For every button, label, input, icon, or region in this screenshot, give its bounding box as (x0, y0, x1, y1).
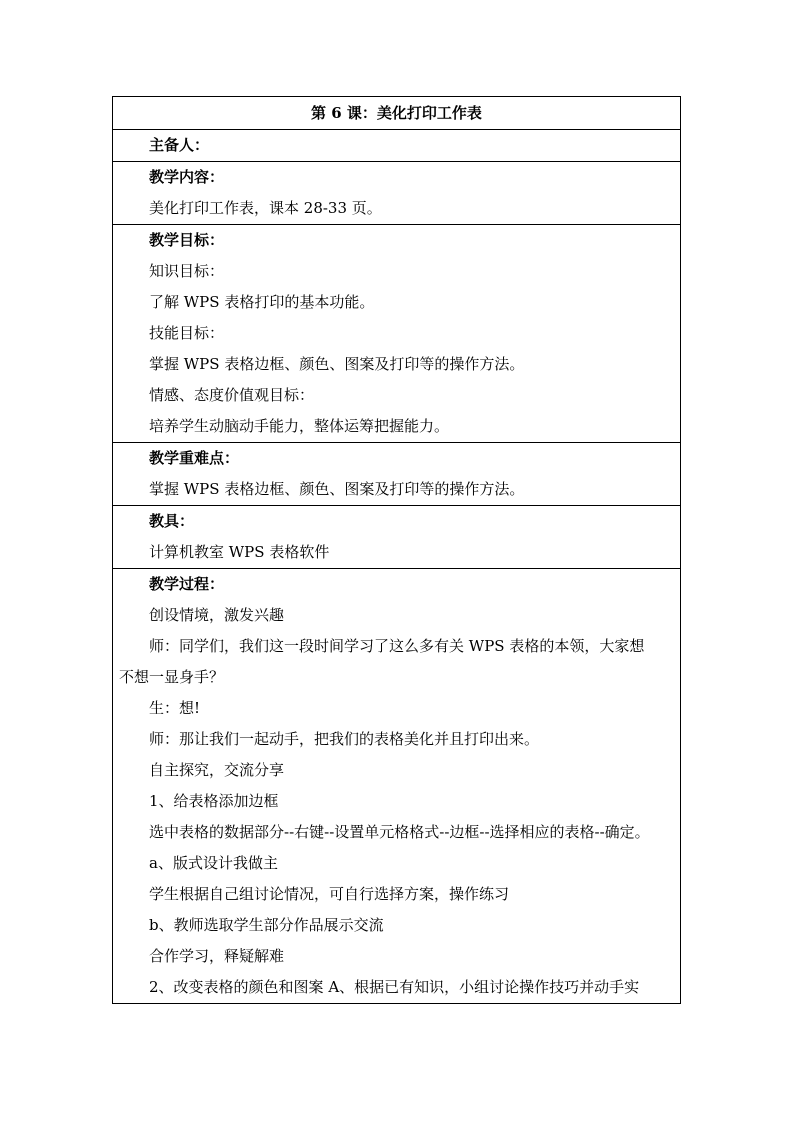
process-line: 选中表格的数据部分--右键--设置单元格格式--边框--选择相应的表格--确定。 (149, 823, 650, 841)
process-line: 创设情境，激发兴趣 (149, 606, 285, 624)
tools-section (113, 505, 680, 568)
title-row (113, 97, 680, 129)
tools-heading: 教具： (149, 512, 195, 530)
process-line: 学生根据自己组讨论情况，可自行选择方案，操作练习 (149, 885, 510, 903)
process-line: a、版式设计我做主 (149, 854, 278, 872)
process-line: 师：同学们，我们这一段时间学习了这么多有关 WPS 表格的本领，大家想 (149, 637, 645, 655)
lesson-title: 第 6 课：美化打印工作表 (311, 104, 482, 122)
preparer-label: 主备人： (149, 136, 210, 154)
content-text: 美化打印工作表，课本 28-33 页。 (149, 199, 382, 217)
process-line: 不想一显身手？ (119, 668, 225, 686)
emotion-label: 情感、态度价值观目标： (149, 386, 315, 404)
key-points-text: 掌握 WPS 表格边框、颜色、图案及打印等的操作方法。 (149, 480, 525, 498)
process-line: 生：想! (149, 699, 201, 717)
tools-text: 计算机教室 WPS 表格软件 (149, 543, 330, 561)
process-line: 1、给表格添加边框 (149, 792, 279, 810)
process-line: 师：那让我们一起动手，把我们的表格美化并且打印出来。 (149, 730, 540, 748)
skill-label: 技能目标： (149, 324, 225, 342)
process-line: b、教师选取学生部分作品展示交流 (149, 916, 384, 934)
knowledge-text: 了解 WPS 表格打印的基本功能。 (149, 293, 375, 311)
skill-text: 掌握 WPS 表格边框、颜色、图案及打印等的操作方法。 (149, 355, 525, 373)
key-points-section (113, 442, 680, 505)
objectives-heading: 教学目标： (149, 231, 225, 249)
emotion-text: 培养学生动脑动手能力，整体运筹把握能力。 (149, 417, 450, 435)
preparer-row (113, 129, 680, 161)
lesson-plan-table (112, 96, 681, 1004)
process-line: 自主探究，交流分享 (149, 761, 285, 779)
process-line: 2、改变表格的颜色和图案 A、根据已有知识，小组讨论操作技巧并动手实 (149, 978, 640, 996)
key-points-heading: 教学重难点： (149, 449, 240, 467)
process-heading: 教学过程： (149, 575, 225, 593)
process-section (113, 568, 680, 1003)
knowledge-label: 知识目标： (149, 262, 225, 280)
objectives-section (113, 224, 680, 442)
content-section (113, 161, 680, 224)
process-line: 合作学习，释疑解难 (149, 947, 285, 965)
content-heading: 教学内容： (149, 168, 225, 186)
